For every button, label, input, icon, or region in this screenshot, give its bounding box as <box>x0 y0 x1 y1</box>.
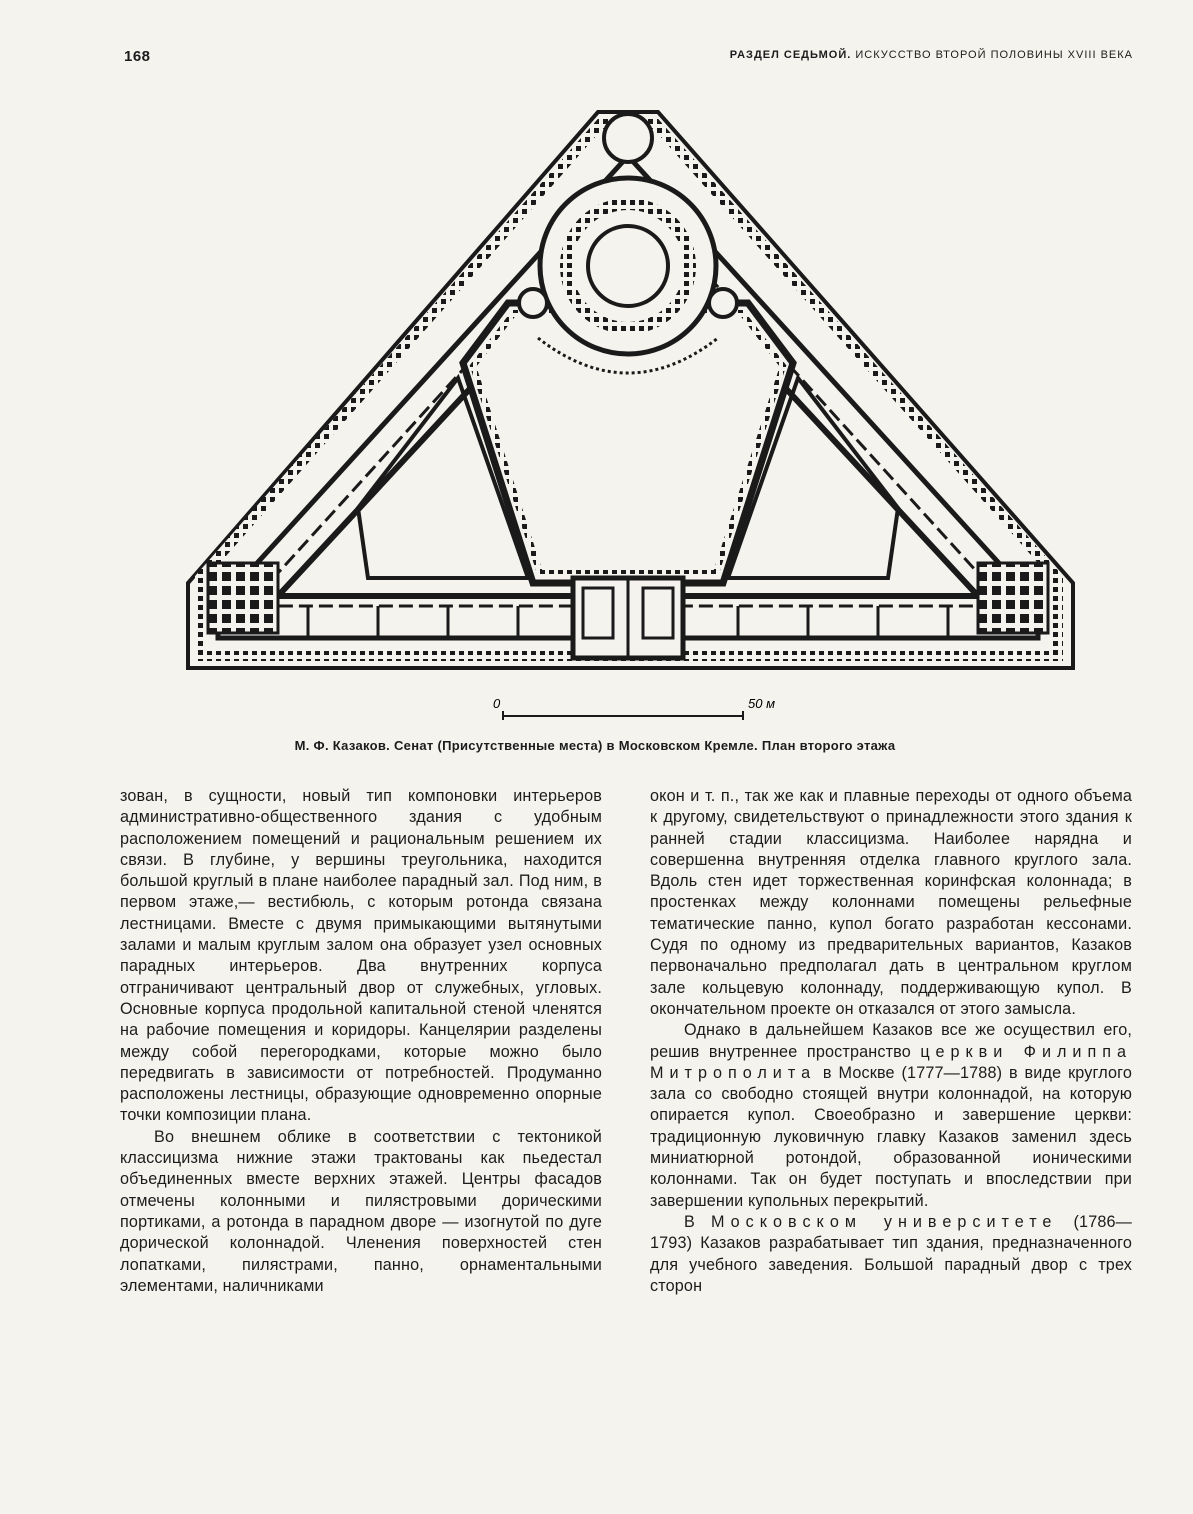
right-column <box>650 786 1132 1297</box>
right-paragraph-2 <box>650 1020 1132 1212</box>
section-title <box>730 49 1133 61</box>
floor-plan-figure <box>178 108 1078 728</box>
rotunda-inner <box>588 226 668 306</box>
section-title-rest: ИСКУССТВО ВТОРОЙ ПОЛОВИНЫ XVIII ВЕКА <box>851 49 1133 61</box>
right-paragraph-1: окон и т. п., так же как и плавные переходы от одного объема к другому, свидетельствуют о принадлежности этого здания к ранней стадии классицизма. Наиболее нарядна и совершенна внутренняя отделка главного круглого зала. Вдоль стен идет торжественная коринфская колоннада; в простенках между колоннами помещены рельефные тематические панно, купол богато разработан кессонами. Судя по одному из предварительных вариантов, Казаков первоначально предполагал дать в центральном круглом зале кольцевую колоннаду, поддерживающую купол. В окончательном проекте он отказался от этого замысла. <box>650 787 1132 1018</box>
right-paragraph-2-start: Однако в дальнейшем Казаков все же осуществил его, решив внутреннее пространство <box>650 1021 1132 1061</box>
scale-bar <box>493 696 775 720</box>
right-paragraph-3 <box>650 1212 1132 1297</box>
university-name: Московском университете <box>711 1212 1058 1231</box>
senate-floor-plan <box>178 108 1078 728</box>
page-number: 168 <box>124 48 151 65</box>
apex-round-hall <box>604 114 652 162</box>
right-paragraph-3-start: В <box>684 1212 712 1231</box>
left-paragraph-2: Во внешнем облике в соответствии с тектоникой классицизма нижние этажи трактованы как пьедестал объединенных вместе верхних этажей. Центры фасадов отмечены колонными и пилястровыми дорическими портиками, а ротонда в парадном дворе — изогнутой по дуге дорической колоннадой. Членения поверхностей стен лопатками, пилястрами, панно, орнаментальными элементами, наличниками <box>120 1127 602 1295</box>
right-stair <box>709 289 737 317</box>
figure-caption: М. Ф. Казаков. Сенат (Присутственные места) в Московском Кремле. План второго этажа <box>294 738 896 753</box>
running-head <box>124 48 1133 68</box>
right-corner-hall <box>978 563 1048 633</box>
left-paragraph-1: зован, в сущности, новый тип компоновки интерьеров административно-общественного здания с удобным расположением помещений и рациональным решением их связи. В глубине, у вершины треугольника, находится большой круглый в плане наиболее парадный зал. Под ним, в первом этаже,— вестибюль, с которым ротонда связана лестницами. Вместе с двумя примыкающими вытянутыми залами и малым круглым залом она образует узел основных парадных интерьеров. Два внутренних корпуса отграничивают центральный двор от служебных, угловых. Основные корпуса продольной капитальной стеной членятся на рабочие помещения и коридоры. Канцелярии разделены между собой перегородками, которые можно было передвигать в зависимости от потребностей. Продуманно расположены лестницы, образующие одновременно опорные точки композиции плана. <box>120 787 602 1125</box>
left-stair <box>519 289 547 317</box>
church-name: церкви Филиппа Митрополита <box>650 1042 1133 1082</box>
scale-zero-label: 0 <box>493 696 501 711</box>
right-paragraph-3-end: (1786—1793) Казаков разрабатывает тип здания, предназначенного для учебного заведения. Большой парадный двор с трех сторон <box>650 1212 1132 1295</box>
scale-end-label: 50 м <box>748 696 775 711</box>
left-column <box>120 786 602 1297</box>
left-corner-hall <box>208 563 278 633</box>
right-paragraph-2-end: в Москве (1777—1788) в виде круглого зала со свободно стоящей внутри колоннадой, на которую опирается купол. Своеобразно и завершение церкви: традиционную луковичную главку Казаков заменил здесь миниатюрной ротондой, образованной ионическими колоннами. Так он будет поступать и впоследствии при завершении купольных перекрытий. <box>650 1063 1132 1210</box>
section-title-bold: РАЗДЕЛ СЕДЬМОЙ. <box>729 49 852 61</box>
